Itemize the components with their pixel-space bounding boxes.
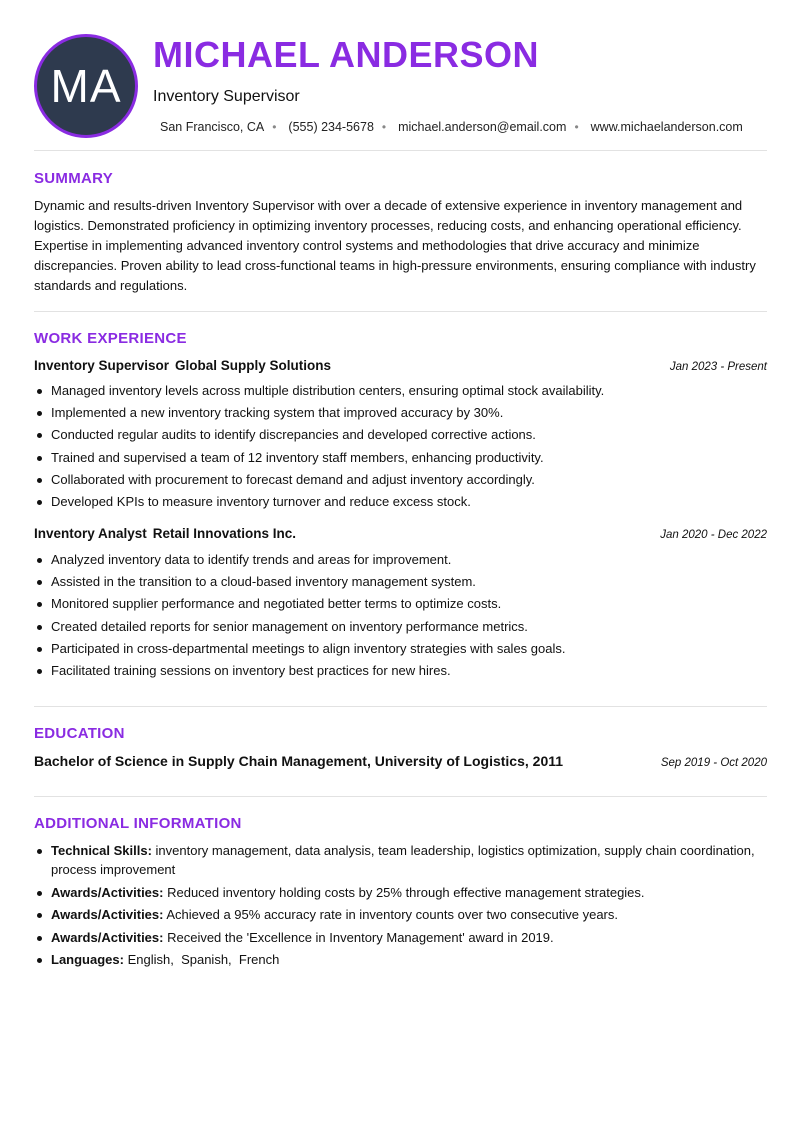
list-item: Participated in cross-departmental meetings to align inventory strategies with sales goals. [34,638,767,660]
job-company: Retail Innovations Inc. [152,526,297,541]
list-item: Implemented a new inventory tracking system that improved accuracy by 30%. [34,402,767,424]
info-label: Languages: [51,952,124,967]
job-dates: Jan 2020 - Dec 2022 [660,529,767,541]
info-text: inventory management, data analysis, team leadership, logistics optimization, supply chain coordination, process improvement [51,843,755,877]
list-item: Managed inventory levels across multiple distribution centers, ensuring optimal stock availability. [34,380,767,402]
additional-info-heading: ADDITIONAL INFORMATION [34,815,242,832]
section-divider [34,706,767,707]
contact-phone: (555) 234-5678 [288,120,374,134]
job-bullet-list [34,549,767,682]
avatar-initials: MA [34,34,138,138]
info-label: Awards/Activities: [51,929,164,945]
job-title-line [34,358,331,373]
list-item: Analyzed inventory data to identify trends and areas for improvement. [34,549,767,571]
contact-location: San Francisco, CA [160,120,265,134]
contact-email[interactable]: michael.anderson@email.com [398,120,567,134]
list-item: Assisted in the transition to a cloud-based inventory management system. [34,571,767,593]
additional-info-list [34,841,767,973]
education-degree: Bachelor of Science in Supply Chain Management, University of Logistics, 2011 [34,753,564,769]
list-item [34,841,767,879]
section-divider [34,150,767,151]
job-header [34,526,767,541]
list-item [34,928,767,947]
candidate-title: Inventory Supervisor [153,88,300,105]
info-text: Achieved a 95% accuracy rate in inventory counts over two consecutive years. [166,907,618,922]
summary-heading: SUMMARY [34,170,114,187]
info-label: Awards/Activities: [51,907,164,922]
work-experience-heading: WORK EXPERIENCE [34,330,187,347]
job-bullet-list [34,380,767,513]
info-text: Received the 'Excellence in Inventory Management' award in 2019. [167,929,554,945]
candidate-name: MICHAEL ANDERSON [153,34,540,75]
job-title-line [34,526,296,541]
list-item: Collaborated with procurement to forecast demand and adjust inventory accordingly. [34,469,767,491]
section-divider [34,311,767,312]
job-header [34,358,767,373]
info-text: English, Spanish, French [127,952,280,967]
education-heading: EDUCATION [34,725,125,742]
job-dates: Jan 2023 - Present [669,361,767,373]
info-label: Awards/Activities: [51,884,164,900]
education-dates: Sep 2019 - Oct 2020 [660,757,767,769]
section-divider [34,796,767,797]
list-item: Facilitated training sessions on inventory best practices for new hires. [34,660,767,682]
contact-website[interactable]: www.michaelanderson.com [590,120,743,134]
contact-separator: • [272,120,277,134]
education-entry [34,753,767,769]
info-label: Technical Skills: [51,843,152,858]
summary-text: Dynamic and results-driven Inventory Supervisor with over a decade of extensive experience in inventory management and logistics. Demonstrated proficiency in optimizing inventory processes, reducing costs, and enhancing operational efficiency. Expertise in implementing advanced inventory control systems and methodologies that drive accuracy and minimize discrepancies. Proven ability to lead cross-functional teams in high-pressure environments, ensuring compliance with industry standards and regulations. [34,198,756,293]
job-company: Global Supply Solutions [175,358,332,373]
job-title: Inventory Analyst [34,526,147,541]
contact-separator: • [574,120,579,134]
list-item [34,950,767,969]
list-item [34,883,767,902]
list-item: Created detailed reports for senior management on inventory performance metrics. [34,616,767,638]
contact-separator: • [381,120,387,134]
list-item: Conducted regular audits to identify discrepancies and developed corrective actions. [34,424,767,446]
list-item: Trained and supervised a team of 12 inventory staff members, enhancing productivity. [34,447,767,469]
list-item: Developed KPIs to measure inventory turnover and reduce excess stock. [34,491,767,513]
contact-info [160,120,743,134]
list-item [34,905,767,924]
list-item: Monitored supplier performance and negotiated better terms to optimize costs. [34,593,767,615]
info-text: Reduced inventory holding costs by 25% through effective management strategies. [167,884,645,900]
resume-header [0,0,800,150]
job-title: Inventory Supervisor [34,358,170,373]
